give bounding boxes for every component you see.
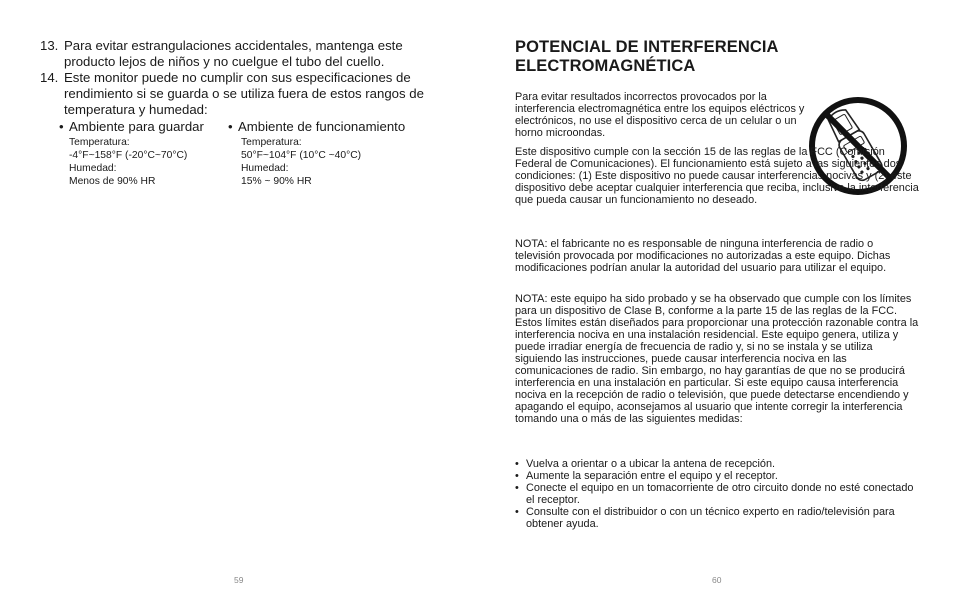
bullet-dot: • [515,470,519,482]
list-item: • Conecte el equipo en un tomacorriente de otro circuito donde no esté conectado el receptor. [515,482,914,506]
operating-humidity-label: Humedad: [241,163,289,174]
item-number: 14. [40,70,59,85]
list-item: • Aumente la separación entre el equipo y el receptor. [515,470,778,482]
page-number: 60 [712,575,722,585]
bullet-dot: • [515,506,519,518]
operating-temp-value: 50°F~104°F (10°C ~40°C) [241,150,362,161]
item-number: 13. [40,38,59,53]
bullet-dot: • [515,458,519,470]
page-number: 59 [234,575,244,585]
list-item [40,70,450,118]
storage-heading: • Ambiente para guardar [59,119,204,134]
storage-humidity-label: Humedad: [69,163,117,174]
storage-temp-label: Temperatura: [69,137,130,148]
measures-list [515,458,920,530]
list-item [40,38,450,70]
paragraph: Para evitar resultados incorrectos provocados por la interferencia electromagnética entre los equipos eléctricos y electrónicos, no use el dispositivo cerca de un celular o un horno microondas. [515,91,805,139]
operating-environment [228,119,428,188]
list-item: • Consulte con el distribuidor o con un técnico experto en radio/televisión para obtener ayuda. [515,506,895,530]
paragraph: NOTA: este equipo ha sido probado y se ha observado que cumple con los límites para un dispositivo de Clase B, conforme a la parte 15 de las reglas de la FCC. Estos límites están diseñados para proporcionar una protección razonable contra la interferencia nociva en una instalación residencial. Este equipo genera, utiliza y puede irradiar energía de frecuencia de radio y, si no se instala y se utiliza siguiendo las instrucciones, puede causar interferencia nociva en las comunicaciones de radio. Sin embargo, no hay garantías de que no se producirá interferencia en una instalación en particular. Si este equipo causa interferencia nociva en la recepción de radio o televisión, que puede detectarse encendiendo y apagando el equipo, aconsejamos al usuario que intente corregir la interferencia tomando una o más de las siguientes medidas: [515,293,919,425]
item-text: Para evitar estrangulaciones accidentales, mantenga este producto lejos de niños y no cuelgue el tubo del cuello. [64,38,403,69]
paragraph: Este dispositivo cumple con la sección 15 de las reglas de la FCC (Comisión Federal de Comunicaciones). El funcionamiento está sujeto a las siguientes dos condiciones: (1) Este dispositivo no puede causar interferencias nocivas y (2) este dispositivo debe aceptar cualquier interferencia que reciba, inclusive la interferencia que pueda causar un funcionamiento no deseado. [515,146,919,206]
operating-humidity-value: 15% ~ 90% HR [241,176,312,187]
page-title: POTENCIAL DE INTERFERENCIA ELECTROMAGNÉTICA [515,38,778,75]
right-page [477,0,954,600]
operating-temp-label: Temperatura: [241,137,302,148]
list-item: • Vuelva a orientar o a ubicar la antena de recepción. [515,458,776,470]
storage-humidity-value: Menos de 90% HR [69,176,156,187]
bullet-dot: • [228,119,233,134]
operating-heading: • Ambiente de funcionamiento [228,119,406,134]
bullet-dot: • [515,482,519,494]
item-text: Este monitor puede no cumplir con sus especificaciones de rendimiento si se guarda o se utiliza fuera de estos rangos de temperatura y humedad: [64,70,424,117]
storage-temp-value: -4°F~158°F (-20°C~70°C) [69,150,188,161]
paragraph: NOTA: el fabricante no es responsable de ninguna interferencia de radio o televisión provocada por modificaciones no autorizadas a este equipo. Dichas modificaciones podrían anular la autoridad del usuario para utilizar el equipo. [515,238,891,274]
storage-environment [59,119,229,188]
bullet-dot: • [59,119,64,134]
